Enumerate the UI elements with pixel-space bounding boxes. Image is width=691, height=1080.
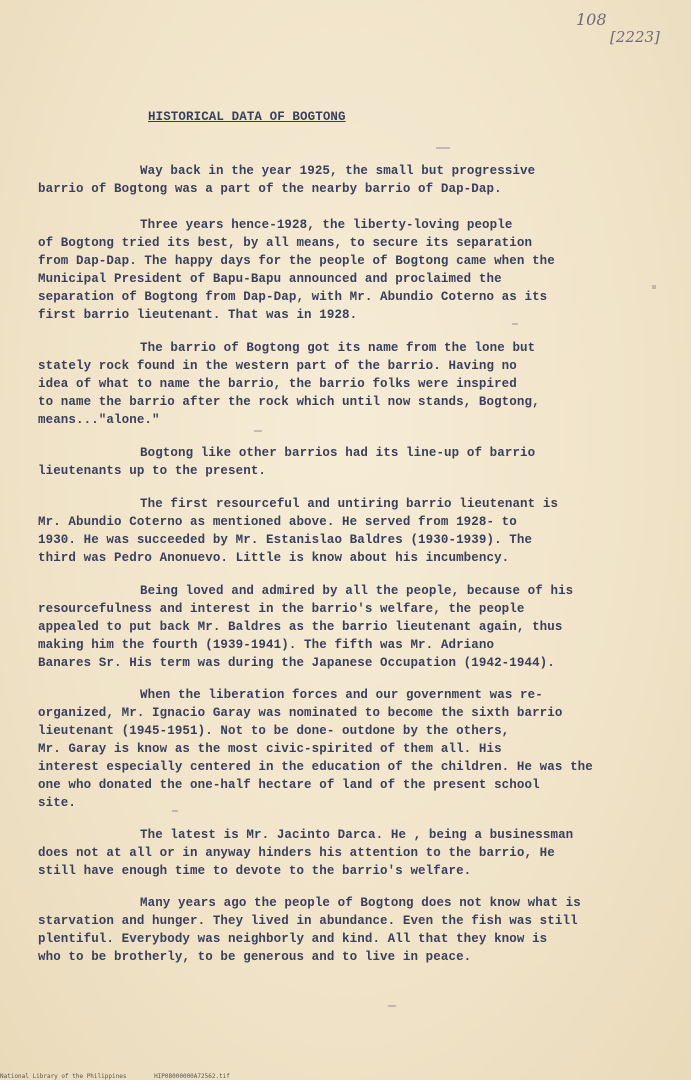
footer-file-id: HIP08000000A72562.tif — [154, 1073, 230, 1080]
text-line: making him the fourth (1939-1941). The fifth was Mr. Adriano — [38, 638, 495, 652]
text-line: Way back in the year 1925, the small but progressive — [140, 164, 536, 178]
text-line: Municipal President of Bapu-Bapu announced and proclaimed the — [38, 272, 502, 286]
text-line: The latest is Mr. Jacinto Darca. He , being a businessman — [140, 828, 574, 842]
text-line: Many years ago the people of Bogtong does not know what is — [140, 896, 581, 910]
text-line: site. — [38, 796, 77, 810]
paragraph — [38, 582, 668, 672]
text-line: 1930. He was succeeded by Mr. Estanislao Baldres (1930-1939). The — [38, 533, 533, 547]
text-line: starvation and hunger. They lived in abundance. Even the fish was still — [38, 914, 578, 928]
text-line: When the liberation forces and our government was re- — [140, 688, 543, 702]
text-line: Being loved and admired by all the people, because of his — [140, 584, 574, 598]
text-line: lieutenants up to the present. — [38, 464, 267, 478]
text-line: appealed to put back Mr. Baldres as the barrio lieutenant again, thus — [38, 620, 563, 634]
paragraph — [38, 162, 668, 198]
ink-speck — [436, 147, 450, 149]
ink-speck — [254, 430, 262, 432]
text-line: does not at all or in anyway hinders his attention to the barrio, He — [38, 846, 555, 860]
bracket-number: [2223] — [610, 28, 660, 46]
text-line: Three years hence-1928, the liberty-loving people — [140, 218, 513, 232]
text-line: Banares Sr. His term was during the Japanese Occupation (1942-1944). — [38, 656, 555, 670]
text-line: lieutenant (1945-1951). Not to be done- outdone by the others, — [38, 724, 510, 738]
text-line: one who donated the one-half hectare of land of the present school — [38, 778, 540, 792]
text-line: organized, Mr. Ignacio Garay was nominated to become the sixth barrio — [38, 706, 563, 720]
text-line: still have enough time to devote to the barrio's welfare. — [38, 864, 472, 878]
ink-speck — [652, 285, 656, 289]
paragraph — [38, 894, 668, 966]
text-line: separation of Bogtong from Dap-Dap, with Mr. Abundio Coterno as its — [38, 290, 548, 304]
text-line: who to be brotherly, to be generous and to live in peace. — [38, 950, 472, 964]
ink-speck — [388, 1005, 396, 1007]
footer-institution: National Library of the Philippines — [0, 1073, 127, 1080]
text-line: barrio of Bogtong was a part of the nearby barrio of Dap-Dap. — [38, 182, 502, 196]
text-line: Mr. Garay is know as the most civic-spirited of them all. His — [38, 742, 502, 756]
text-line: stately rock found in the western part of the barrio. Having no — [38, 359, 517, 373]
paragraph — [38, 495, 668, 567]
paragraph — [38, 826, 668, 880]
text-line: resourcefulness and interest in the barrio's welfare, the people — [38, 602, 525, 616]
text-line: to name the barrio after the rock which until now stands, Bogtong, — [38, 395, 540, 409]
paragraph — [38, 339, 668, 429]
text-line: Bogtong like other barrios had its line-up of barrio — [140, 446, 536, 460]
paragraph — [38, 216, 668, 324]
text-line: of Bogtong tried its best, by all means, to secure its separation — [38, 236, 533, 250]
ink-speck — [512, 323, 518, 325]
folio-number: 108 — [576, 10, 607, 29]
text-line: The barrio of Bogtong got its name from the lone but — [140, 341, 536, 355]
text-line: from Dap-Dap. The happy days for the people of Bogtong came when the — [38, 254, 555, 268]
scan-footer — [0, 1073, 254, 1080]
text-line: idea of what to name the barrio, the barrio folks were inspired — [38, 377, 517, 391]
text-line: means..."alone." — [38, 413, 160, 427]
text-line: The first resourceful and untiring barrio lieutenant is — [140, 497, 559, 511]
text-line: third was Pedro Anonuevo. Little is know about his incumbency. — [38, 551, 510, 565]
text-line: plentiful. Everybody was neighborly and kind. All that they know is — [38, 932, 548, 946]
ink-speck — [172, 810, 178, 812]
paragraph — [38, 444, 668, 480]
paragraph — [38, 686, 668, 812]
document-title: HISTORICAL DATA OF BOGTONG — [148, 110, 346, 124]
text-line: first barrio lieutenant. That was in 1928. — [38, 308, 358, 322]
text-line: interest especially centered in the education of the children. He was the — [38, 760, 593, 774]
text-line: Mr. Abundio Coterno as mentioned above. He served from 1928- to — [38, 515, 517, 529]
